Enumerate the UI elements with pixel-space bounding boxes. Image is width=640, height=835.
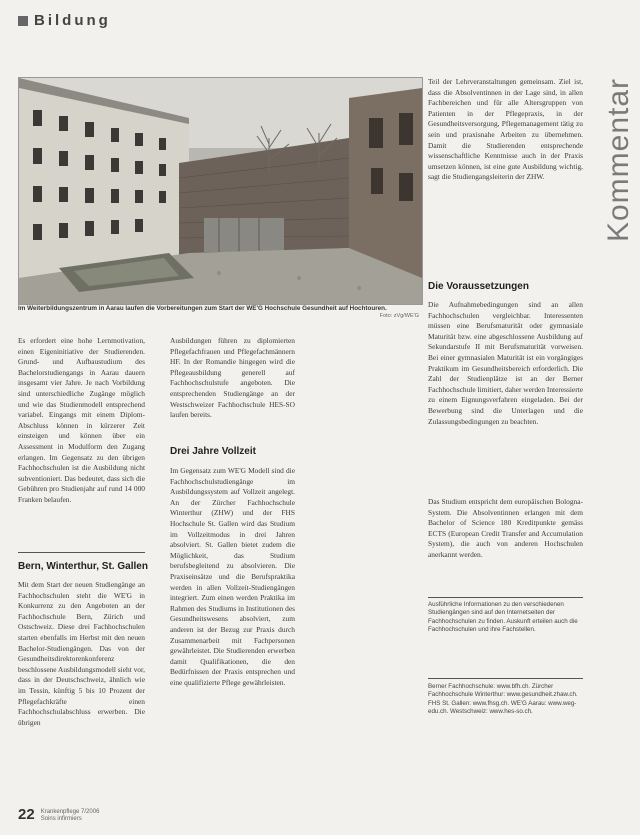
contacts-text: Berner Fachhochschule: www.bfh.ch. Zürcher Fachhochschule Winterthur: www.gesundheit.zhaw.ch. FHS St. Gallen: www.fhsg.ch. WE'G Aarau: www.weg-edu.ch. Westschweiz: www.hes-so.ch. <box>428 683 578 716</box>
heading-vollzeit: Drei Jahre Vollzeit <box>170 446 256 457</box>
side-tab-kommentar <box>604 60 634 260</box>
col3-mid: Die Aufnahmebedingungen sind an allen Fachhochschulen vergleichbar. Interessenten müssen eine Berufsmaturität oder gymnasiale Maturität bzw. eine abgeschlossene Ausbildung auf Sekundarstufe II mit Berufsmaturität vorweisen. Bei einer gymnasialen Maturität ist ein vorgängiges Praktikum im Gesundheitsbereich erforderlich. Die Zahl der Studienplätze ist an der Berner Fachhochschule limitiert, daher werden Interessierte zu einem Eignungsverfahren eingeladen. Bei der Bewerbung sind die Unterlagen und die Zulassungsbedingungen zu beachten. <box>428 300 583 426</box>
divider <box>18 552 145 553</box>
page-footer <box>18 806 111 823</box>
contacts-box <box>428 683 583 717</box>
page-number: 22 <box>18 806 35 823</box>
section-square-icon <box>18 16 28 26</box>
column-2-bottom <box>170 466 295 688</box>
column-3-top <box>428 77 583 183</box>
col3-top: Teil der Lehrveranstaltungen gemeinsam. Ziel ist, dass die Absolventinnen in der Lage sind, in allen Fachbereichen und für alle Altersgruppen von Patienten in der Pflegepraxis, in der Gesundheitsversorgung, Pflegemanagement tätig zu sein und praxisnahe Arbeiten zu übernehmen. Damit die Studierenden entsprechende wissenschaftliche Kenntnisse auch in der Praxis umsetzen können, ist eine gute Ausbildung wichtig, sagt die Studiengangsleiterin der ZHW. <box>428 77 583 182</box>
magazine-name: Krankenpflege 7/2006 Soins infirmiers <box>40 809 100 822</box>
divider <box>428 597 583 598</box>
col2-a: Ausbildungen führen zu diplomierten Pflegefachfrauen und Pflegefachmännern HF. In der Romandie hingegen wird die Pflegeausbildung generell auf Fachhochschulstufe angeboten. Die entsprechenden Studiengänge an der Westschweizer Fachhochschule HES-SO laufen bereits. <box>170 336 295 420</box>
section-label: Bildung <box>34 12 111 29</box>
courtyard-photo <box>19 78 422 304</box>
column-1-bern <box>18 580 145 728</box>
heading-bern: Bern, Winterthur, St. Gallen <box>18 561 148 572</box>
section-header <box>18 12 111 29</box>
column-1 <box>18 336 145 506</box>
article-photo <box>18 77 423 305</box>
column-3-mid <box>428 300 583 427</box>
col2-b: Im Gegensatz zum WE'G Modell sind die Fachhochschulstudiengänge im Ausbildungssystem auf Vollzeit angelegt. An der Zürcher Fachhochschule Winterthur (ZHW) und der FHS Hochschule St. Gallen wird das Studium im Vollzeitmodus in drei Jahren absolviert. St. Gallen bietet zudem die Möglichkeit, das Studium berufsbegleitend zu absolvieren. Die Praxiseinsätze und die Berufspraktika werden in allen Vollzeit-Studiengängen integriert. Zum einen werden Praktika im Rahmen des Studiums in Institutionen des Gesundheitswesens absolviert, zum anderen ist der Bezug zur Praxis durch Zusammenarbeit mit Fachpersonen gewährleistet. Die Studierenden erwerben damit Qualifikationen, die den Bedürfnissen der Praxis entsprechen und eine qualifizierte Pflege gewährleisten. <box>170 466 295 687</box>
column-3-mid2 <box>428 497 583 561</box>
heading-voraussetzungen: Die Voraussetzungen <box>428 281 529 292</box>
col1-intro: Es erfordert eine hohe Lernmotivation, einen Eigeninitiative der Studierenden. Grund- und Aufbaustudium des Bachelorstudiengangs in Aarau dauern insgesamt vier Jahre. Je nach Vorbildung sind unterschiedliche Zugänge möglich und wie das Studienmodell entsprechend variabel. Eingangs mit einem Diplom-Abschluss können in kürzerer Zeit einsteigen und können über ein Assessment in Modulform den Zugang erlangen. Im Gegensatz zu den übrigen Fachhochschulen ist die Ausbildung nicht subventioniert. Das bedeutet, dass sich die Gebühren pro Studienjahr auf rund 14 000 Franken belaufen. <box>18 336 145 504</box>
photo-caption: Im Weiterbildungszentrum in Aarau laufen die Vorbereitungen zum Start der WE'G Hochschule Gesundheit auf Hochtouren. <box>18 305 387 312</box>
col3-mid2: Das Studium entspricht dem europäischen Bologna-System. Die Absolventinnen erlangen mit dem Bachelor of Science 180 Kreditpunkte gemäss ECTS (European Credit Transfer and Accumulation System), die auch von anderen Hochschulen anerkannt werden. <box>428 497 583 559</box>
info-text: Ausführliche Informationen zu den verschiedenen Studiengängen sind auf den Internetseiten der Fachhochschulen zu finden. Auskunft erteilen auch die Fachhochschulen und ihre Fachstellen. <box>428 601 578 634</box>
col1-bern: Mit dem Start der neuen Studiengänge an Fachhochschulen steht die WE'G in Konkurrenz zu den Angeboten an der Fachhochschule Bern, Zürich und Ostschweiz. Diese drei Fachhochschulen starten ebenfalls im Herbst mit den neuen Bachelor-Studiengängen. Das von der Gesundheitsdirektorenkonferenz beschlossene Ausbildungsmodell sieht vor, dass in der Deutschschweiz, ähnlich wie im Tessin, künftig 5 bis 10 Prozent der Pflegefachkräfte einen Fachhochschulabschluss erwerben. Die übrigen <box>18 580 145 727</box>
photo-credit: Foto: zVg/WE'G <box>379 313 419 319</box>
column-2-top <box>170 336 295 421</box>
divider <box>428 678 583 679</box>
side-tab-label: Kommentar <box>602 77 635 243</box>
info-box <box>428 601 583 635</box>
